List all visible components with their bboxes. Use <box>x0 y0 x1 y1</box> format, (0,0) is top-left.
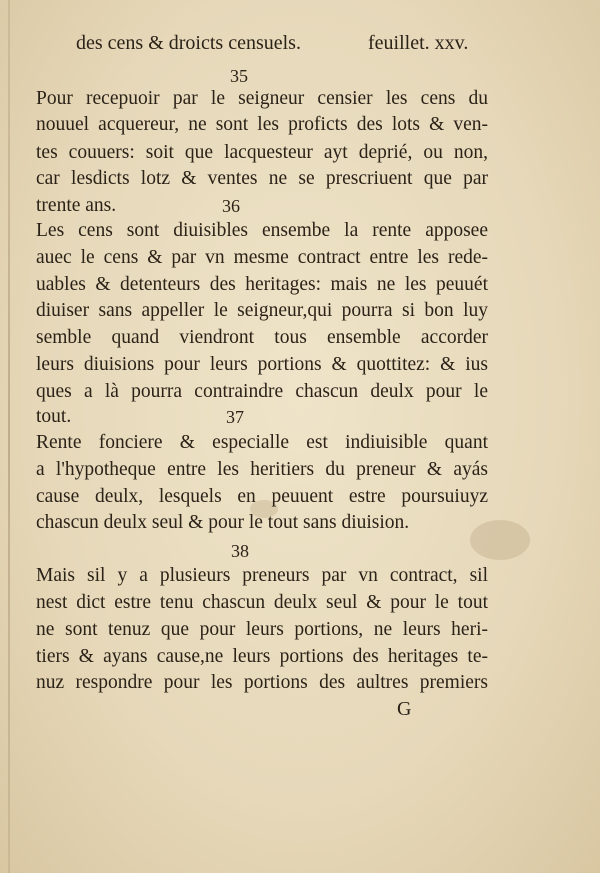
text-line: nuz respondre pour les portions des aultres premiers <box>36 672 488 693</box>
text-line: Les cens sont diuisibles ensembe la rente apposee <box>36 220 488 241</box>
running-header-title: des cens & droicts censuels. <box>76 32 301 54</box>
text-line: nouuel acquereur, ne sont les proficts des lots & ven- <box>36 114 488 135</box>
text-line: nest dict estre tenu chascun deulx seul & pour le tout <box>36 592 488 613</box>
text-line: trente ans. <box>36 195 117 216</box>
text-line: Pour recepuoir par le seigneur censier les cens du <box>36 88 488 109</box>
text-line: tiers & ayans cause,ne leurs portions des heritages te- <box>36 646 488 667</box>
text-line: ques a là pourra contraindre chascun deulx pour le <box>36 381 488 402</box>
text-line: a l'hypotheque entre les heritiers du preneur & ayás <box>36 459 488 480</box>
paragraph-number: 35 <box>230 66 248 86</box>
text-line: tes couuers: soit que lacquesteur ayt deprié, ou non, <box>36 142 488 163</box>
text-line: Rente fonciere & especialle est indiuisible quant <box>36 432 488 453</box>
text-line: uables & detenteurs des heritages: mais ne les peuuét <box>36 274 488 295</box>
text-line: auec le cens & par vn mesme contract entre les rede- <box>36 247 488 268</box>
text-line: cause deulx, lesquels en peuuent estre poursuiuyz <box>36 486 488 507</box>
text-line: semble quand viendront tous ensemble accorder <box>36 327 488 348</box>
paragraph-number: 36 <box>222 196 240 216</box>
text-line: tout. <box>36 406 72 427</box>
text-line: leurs diuisions pour leurs portions & quottitez: & ius <box>36 354 488 375</box>
paragraph-number: 38 <box>231 541 249 561</box>
signature-mark: G <box>397 698 412 720</box>
page-fold-shadow <box>8 0 10 873</box>
text-line: chascun deulx seul & pour le tout sans diuision. <box>36 512 410 533</box>
text-line: diuiser sans appeller le seigneur,qui pourra si bon luy <box>36 300 488 321</box>
text-line: ne sont tenuz que pour leurs portions, ne leurs heri- <box>36 619 488 640</box>
folio-number: feuillet. xxv. <box>368 32 469 54</box>
text-line: Mais sil y a plusieurs preneurs par vn contract, sil <box>36 565 488 586</box>
text-line: car lesdicts lotz & ventes ne se prescriuent que par <box>36 168 488 189</box>
paragraph-number: 37 <box>226 407 244 427</box>
